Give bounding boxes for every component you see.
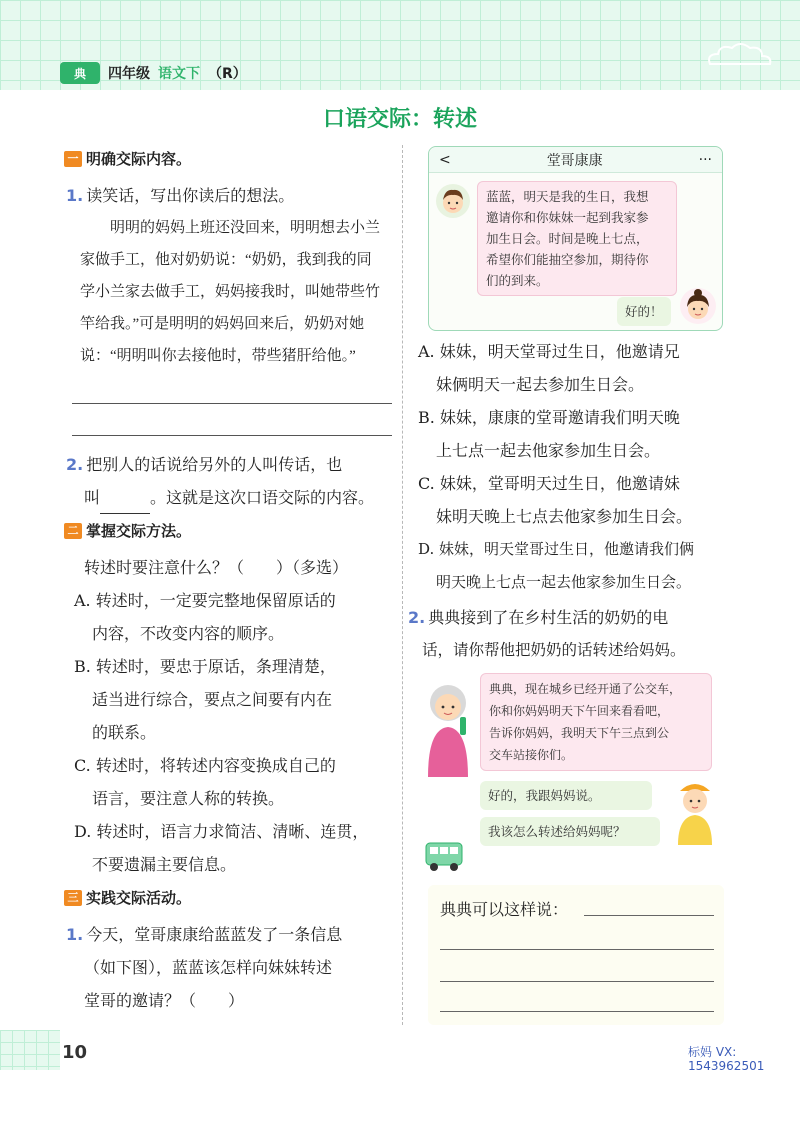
option-d[interactable]: [66, 815, 392, 881]
question-text-line1: 把别人的话说给另外的人叫传话，也: [86, 455, 343, 474]
watermark-text: 1543962501: [688, 1059, 765, 1073]
message-line: 蓝蓝，明天是我的生日，我想: [486, 189, 649, 204]
message-bubble-reply: 好的！: [617, 297, 671, 326]
speech-line: 你和你妈妈明天下午回来看看吧，: [489, 704, 670, 718]
option-text: 妹明天晚上七点去他家参加生日会。: [436, 507, 693, 526]
grandma-illustration-icon: [418, 677, 478, 777]
message-line: 加生日会。时间是晚上七点，: [486, 231, 649, 246]
question-text-fragment: 叫: [84, 488, 101, 507]
grandma-speech-bubble: [480, 673, 712, 771]
question-text: （如下图），蓝蓝该怎样向妹妹转述: [84, 958, 333, 977]
left-column: [66, 142, 392, 1017]
chat-header: [429, 147, 722, 173]
watermark-text: 标妈: [688, 1045, 713, 1059]
answer-line-1[interactable]: [72, 380, 392, 404]
answer-line-2[interactable]: [72, 412, 392, 436]
question-text: 今天，堂哥康康给蓝蓝发了一条信息: [86, 925, 343, 944]
question-number: 1.: [66, 925, 84, 944]
practice-question-1: [66, 918, 392, 951]
question-text-fragment: 。这就是这次口语交际的内容。: [150, 488, 375, 507]
option-b[interactable]: [66, 650, 392, 749]
watermark: [688, 1045, 778, 1073]
question-2-line2: [66, 481, 392, 514]
question-number: 1.: [66, 186, 84, 205]
page-number: 10: [62, 1042, 88, 1063]
option-c[interactable]: [66, 749, 392, 815]
series-logo: 典: [60, 62, 100, 84]
option-text: C. 转述时，将转述内容变换成自己的: [74, 756, 336, 775]
choice-a[interactable]: [418, 335, 728, 401]
option-text: B. 妹妹，康康的堂哥邀请我们明天晚: [418, 408, 680, 427]
back-icon: <: [439, 151, 451, 168]
option-text: 语言，要注意人称的转换。: [92, 789, 285, 808]
section-number-badge: 一: [64, 151, 82, 167]
question-number: 2.: [408, 608, 426, 627]
boy-reply-bubble: 好的，我跟妈妈说。: [480, 781, 652, 810]
option-text: 上七点一起去他家参加生日会。: [436, 441, 661, 460]
edition-label: （R）: [208, 66, 247, 82]
option-text: D. 转述时，语言力求简洁、清晰、连贯，: [74, 822, 369, 841]
chat-screenshot: [428, 146, 723, 331]
answer-line[interactable]: [440, 981, 714, 982]
option-a[interactable]: [66, 584, 392, 650]
column-divider: [402, 145, 403, 1025]
speech-line: 交车站接你们。: [489, 748, 574, 762]
section-heading-label: 实践交际活动。: [86, 889, 192, 907]
answer-line[interactable]: [440, 1011, 714, 1012]
question-number: 2.: [66, 455, 84, 474]
question-text: 读笑话，写出你读后的想法。: [86, 186, 295, 205]
boy-question-bubble: 我该怎么转述给妈妈呢？: [480, 817, 660, 846]
option-text: 明天晚上七点一起去他家参加生日会。: [436, 573, 692, 591]
phone-call-scene: [418, 671, 748, 881]
practice-question-2: [408, 601, 728, 634]
section-heading-1: [64, 148, 392, 169]
option-text: 妹俩明天一起去参加生日会。: [436, 375, 645, 394]
section-number-badge: 三: [64, 890, 82, 906]
joke-passage: 明明的妈妈上班还没回来，明明想去小兰家做手工，他对奶奶说：“奶奶，我到我的同学小兰家去做手工，妈妈接我时，叫她带些竹竿给我。”可是明明的妈妈回来后，奶奶对她说：“明明叫你去接他时，带些猪肝给他。”: [80, 220, 381, 364]
subject-label: 语文下: [158, 66, 200, 82]
chat-contact-name: 堂哥康康: [546, 152, 603, 169]
option-text: 内容，不改变内容的顺序。: [92, 624, 285, 643]
question-text: 堂哥的邀请？（ ）: [84, 991, 245, 1010]
boy-avatar-icon: [435, 183, 471, 219]
choice-d[interactable]: [418, 533, 728, 599]
message-line: 邀请你和你妹妹一起到我家参: [486, 210, 649, 225]
section-heading-2: [64, 520, 392, 541]
watermark-text: VX:: [715, 1045, 737, 1059]
cloud-decoration-icon: [700, 40, 780, 70]
choice-c[interactable]: [418, 467, 728, 533]
grade-label: 四年级: [108, 66, 150, 82]
message-line: 们的到来。: [486, 273, 549, 288]
fill-blank[interactable]: [100, 496, 150, 514]
answer-label: 典典可以这样说：: [440, 900, 569, 919]
bus-icon: [424, 839, 464, 873]
section-heading-label: 明确交际内容。: [86, 150, 192, 168]
multi-choice-question: 转述时要注意什么？（ ）（多选）: [84, 558, 349, 577]
option-text: C. 妹妹，堂哥明天过生日，他邀请妹: [418, 474, 680, 493]
option-text: A. 妹妹，明天堂哥过生日，他邀请兄: [418, 342, 680, 361]
answer-area: [428, 885, 724, 1025]
option-text: D. 妹妹，明天堂哥过生日，他邀请我们俩: [418, 540, 695, 558]
page-title: 口语交际：转述: [322, 107, 477, 132]
question-text: 典典接到了在乡村生活的奶奶的电: [428, 608, 669, 627]
question-text: 话，请你帮他把奶奶的话转述给妈妈。: [422, 641, 686, 659]
answer-line[interactable]: [584, 915, 714, 916]
footer-grid-decoration: [0, 1030, 60, 1070]
question-1: [66, 179, 392, 212]
section-heading-label: 掌握交际方法。: [86, 522, 192, 540]
answer-line[interactable]: [440, 949, 714, 950]
option-text: B. 转述时，要忠于原话，条理清楚，: [74, 657, 336, 676]
girl-avatar-icon: [679, 287, 717, 325]
boy-illustration-icon: [670, 775, 720, 845]
choice-b[interactable]: [418, 401, 728, 467]
speech-line: 告诉你妈妈，我明天下午三点到公: [489, 726, 670, 740]
message-line: 希望你们能抽空参加，期待你: [486, 252, 649, 267]
option-text: 适当进行综合，要点之间要有内在: [92, 690, 333, 709]
section-heading-3: [64, 887, 392, 908]
more-icon: ···: [698, 151, 712, 168]
speech-line: 典典，现在城乡已经开通了公交车，: [489, 682, 682, 696]
book-header: [60, 60, 247, 86]
option-text: A. 转述时，一定要完整地保留原话的: [74, 591, 336, 610]
option-text: 不要遗漏主要信息。: [92, 855, 237, 874]
section-number-badge: 二: [64, 523, 82, 539]
right-column: [408, 142, 728, 881]
question-2: [66, 448, 392, 481]
option-text: 的联系。: [92, 723, 157, 742]
message-bubble-invite: [477, 181, 677, 296]
